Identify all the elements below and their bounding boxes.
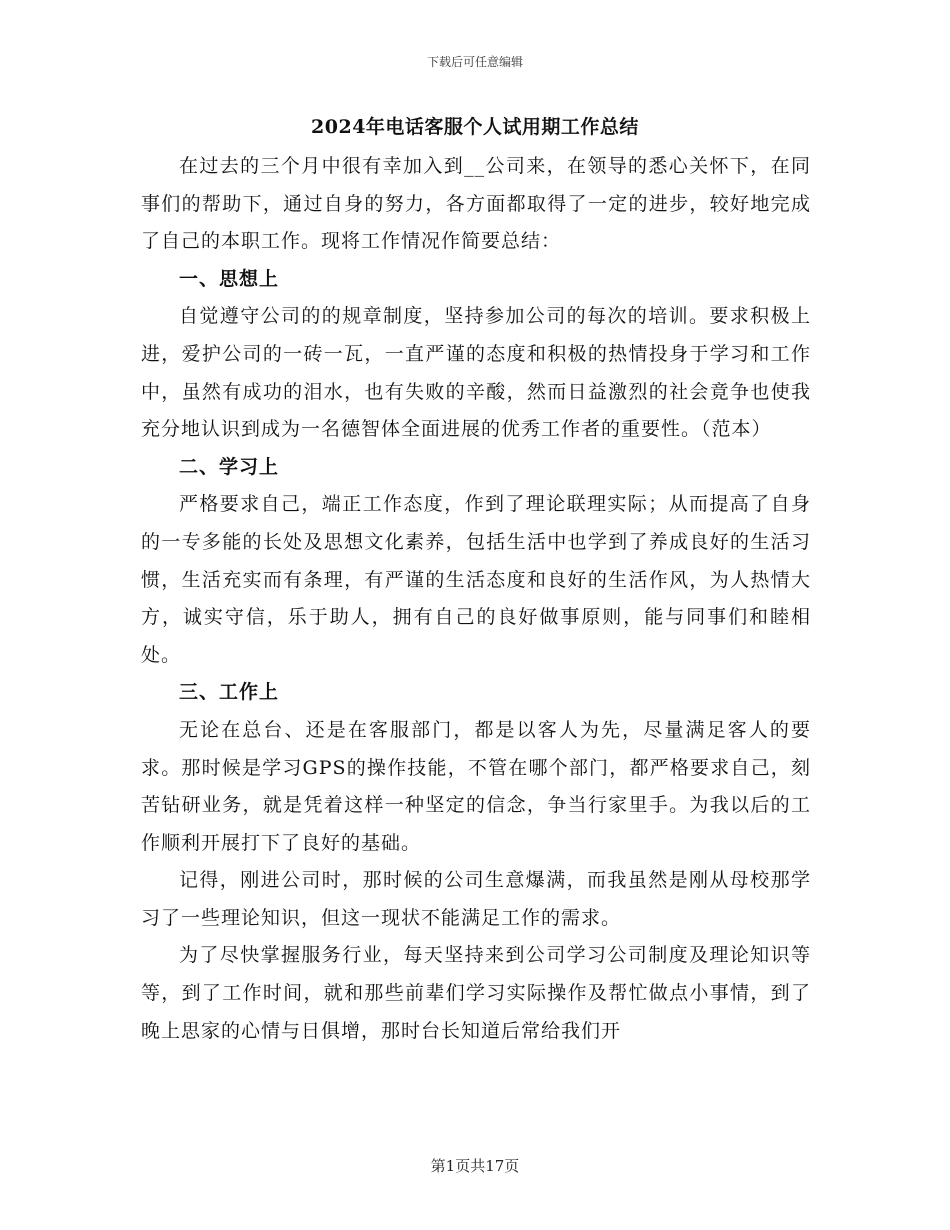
- section-body-thought: 自觉遵守公司的的规章制度，坚持参加公司的每次的培训。要求积极上进，爱护公司的一砖一瓦，一直严谨的态度和积极的热情投身于学习和工作中，虽然有成功的泪水，也有失败的辛酸，然而日益激烈的社会竟争也使我充分地认识到成为一名德智体全面进展的优秀工作者的重要性。（范本）: [141, 305, 811, 441]
- section-body-work-3: 为了尽快掌握服务行业，每天坚持来到公司学习公司制度及理论知识等等，到了工作时间，就和那些前辈们学习实际操作及帮忙做点小事情，到了晚上思家的心情与日俱增，那时台长知道后常给我们开: [141, 944, 811, 1042]
- section-body-work-1: 无论在总台、还是在客服部门，都是以客人为先，尽量满足客人的要求。那时候是学习GPS的操作技能，不管在哪个部门，都严格要求自己，刻苦钻研业务，就是凭着这样一种坚定的信念，争当行家里手。为我以后的工作顺利开展打下了良好的基础。: [141, 718, 811, 854]
- section-body-study: 严格要求自己，端正工作态度，作到了理论联理实际；从而提高了自身的一专多能的长处及思想文化素养，包括生活中也学到了养成良好的生活习惯，生活充实而有条理，有严谨的生活态度和良好的生活作风，为人热情大方，诚实守信，乐于助人，拥有自己的良好做事原则，能与同事们和睦相处。: [141, 493, 811, 666]
- section-heading-study: 二、学习上: [179, 455, 280, 478]
- intro-paragraph: 在过去的三个月中很有幸加入到__公司来，在领导的悉心关怀下，在同事们的帮助下，通过自身的努力，各方面都取得了一定的进步，较好地完成了自己的本职工作。现将工作情况作简要总结：: [141, 155, 811, 253]
- section-heading-thought: 一、思想上: [179, 267, 280, 290]
- document-title: 2024年电话客服个人试用期工作总结: [311, 116, 639, 138]
- page-footer: 第1页共17页: [430, 1157, 520, 1175]
- document-body: [141, 148, 811, 1050]
- header-note: 下载后可任意编辑: [426, 55, 523, 69]
- section-heading-work: 三、工作上: [179, 681, 280, 704]
- section-body-work-2: 记得，刚进公司时，那时候的公司生意爆满，而我虽然是刚从母校那学习了一些理论知识，但这一现状不能满足工作的需求。: [141, 869, 811, 929]
